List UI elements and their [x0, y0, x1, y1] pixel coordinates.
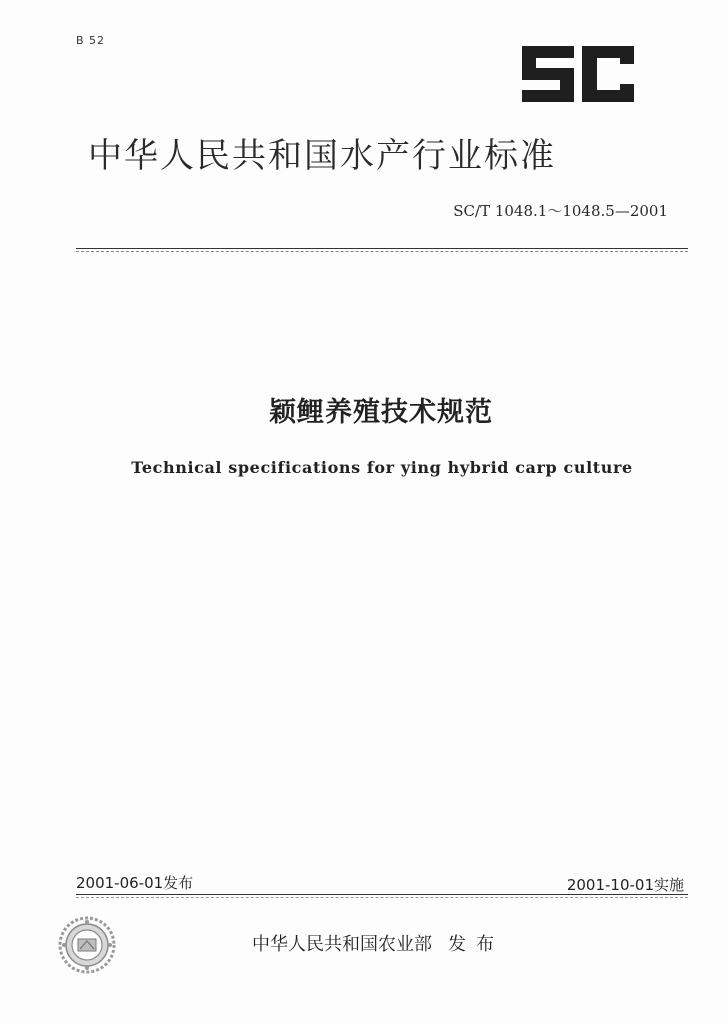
- header-divider: [76, 248, 688, 249]
- publish-action: 发布: [448, 934, 504, 955]
- classification-code: B 52: [76, 34, 106, 47]
- publisher-line: [252, 930, 504, 956]
- issue-date: 2001-06-01发布: [76, 874, 194, 892]
- standard-type-title: 中华人民共和国水产行业标准: [88, 136, 556, 176]
- document-title-english: Technical specifications for ying hybrid carp culture: [131, 458, 633, 477]
- document-title-chinese: 颖鲤养殖技术规范: [269, 397, 493, 428]
- sc-logo: [518, 44, 638, 104]
- ministry-seal-icon: [58, 916, 116, 974]
- publisher-name: 中华人民共和国农业部: [252, 934, 432, 955]
- implementation-date: 2001-10-01实施: [566, 876, 684, 894]
- standard-number: SC/T 1048.1～1048.5—2001: [453, 202, 668, 220]
- footer-divider: [76, 894, 688, 895]
